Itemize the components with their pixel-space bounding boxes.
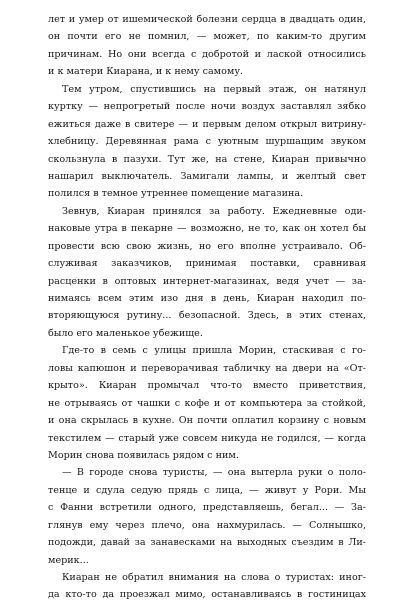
text-line: служивая заказчиков, принимая поставки, сравнивая (48, 258, 366, 270)
text-line: мерик... (48, 554, 89, 566)
text-line: нимаясь всем этим изо дня в день, Киаран находил по- (48, 293, 366, 304)
text-line: Тем утром, спустившись на первый этаж, он натянул (62, 83, 366, 95)
text-line: и к матери Киарана, и к нему самому. (48, 66, 244, 78)
text-line: глянув ему через плечо, она нахмурилась. — Солнышко, (48, 519, 366, 531)
text-line: нашарил выключатель. Замигали лампы, и желтый свет (48, 170, 366, 182)
text-line: вторяющуюся рутину... безопасной. Здесь, в этих стенах, (48, 310, 366, 322)
text-line: расценки в оптовых интернет-магазинах, ведя учет — за- (48, 275, 366, 287)
paragraph (48, 569, 366, 604)
text-line: куртку — непрогретый после ночи воздух заставлял зябко (48, 101, 366, 113)
text-line: провести всю свою жизнь, но его вполне устраивало. Об- (48, 240, 366, 252)
text-line: Где-то в семь с улицы пришла Морин, стаскивая с го- (62, 345, 366, 357)
text-line: подожди, давай за занавесками на выходных съездим в Ли- (48, 537, 366, 549)
text-line: и она скрылась в кухне. Он почти оплатил корзину с новым (48, 415, 366, 427)
paragraph (48, 342, 366, 464)
text-line: наковые утра в пекарне — возможно, не то, как он хотел бы (48, 223, 366, 235)
text-line: было его маленькое убежище. (48, 327, 203, 339)
text-line: он почти его не помнил, — может, по каким-то другим (48, 31, 366, 43)
text-line: тенце и сдула седую прядь с лица, — живут у Рори. Мы (48, 484, 366, 496)
text-line: ловы капюшон и переворачивая табличку на двери на «От- (48, 362, 366, 374)
text-line: скользнула в пазухи. Тут же, на стене, Киаран привычно (48, 153, 366, 165)
text-line: лет и умер от ишемической болезни сердца в двадцать один, (48, 14, 366, 25)
text-line: полился в темное утреннее помещение магазина. (48, 188, 304, 200)
text-line: Киаран не обратил внимания на слова о туристах: иног- (62, 572, 366, 583)
text-line: Зевнув, Киаран принялся за работу. Ежедневные оди- (62, 205, 366, 217)
paragraph (48, 81, 366, 203)
text-line: не отрываясь от чашки с кофе и от компьютера за стойкой, (48, 397, 366, 409)
text-line: ежиться даже в свитере — и первым делом открыл витрину- (48, 118, 366, 130)
book-page (48, 11, 366, 604)
text-line: хлебницу. Деревянная рама с уютным шуршащим звуком (48, 136, 366, 148)
text-line: — В городе снова туристы, — она вытерла руки о поло- (62, 467, 366, 479)
text-line: причинам. Но они всегда с добротой и лаской относились (48, 48, 366, 60)
text-line: Морин снова появилась рядом с ним. (48, 449, 239, 461)
paragraph (48, 11, 366, 81)
text-line: с Фанни встретили одного, представляешь, бегал... — За- (48, 502, 366, 514)
text-line: да кто-то да проезжал мимо, останавливаясь в гостиницах (48, 589, 366, 601)
paragraph (48, 203, 366, 343)
text-line: текстилем — старый уже совсем никуда не годился, — когда (48, 432, 366, 444)
paragraph (48, 464, 366, 569)
text-line: крыто». Киаран промычал что-то вместо приветствия, (48, 380, 366, 392)
